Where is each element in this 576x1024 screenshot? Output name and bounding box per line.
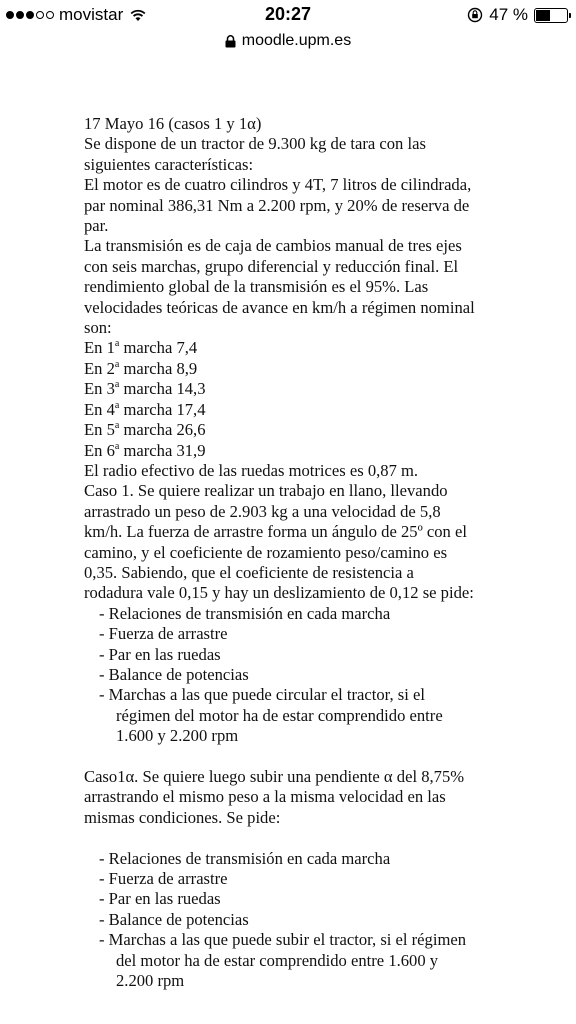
caso1-line: camino, y el coeficiente de rozamiento peso/camino es xyxy=(84,542,448,562)
list-item: - Relaciones de transmisión en cada marcha xyxy=(99,848,391,868)
intro-line: par. xyxy=(84,216,109,236)
list-item: - Marchas a las que puede subir el tractor, si el régimen xyxy=(99,930,467,950)
battery-icon xyxy=(534,8,568,23)
address-bar[interactable] xyxy=(0,30,576,52)
rotation-lock-icon xyxy=(467,7,483,23)
list-item: - Par en las ruedas xyxy=(99,644,221,664)
intro-line: Se dispone de un tractor de 9.300 kg de tara con las xyxy=(84,134,426,154)
intro-line: con seis marchas, grupo diferencial y reducción final. El xyxy=(84,256,459,276)
caso1-line: km/h. La fuerza de arrastre forma un ángulo de 25º con el xyxy=(84,522,467,542)
caso1a-line: arrastrando el mismo peso a la misma velocidad en las xyxy=(84,787,446,807)
gear-speed-line: En 2$^a$ marcha 8,9 xyxy=(84,358,198,378)
url-domain: moodle.upm.es xyxy=(241,32,352,49)
caso1-list xyxy=(84,604,564,747)
list-item: - Marchas a las que puede circular el tractor, si el xyxy=(99,685,425,705)
intro-line: velocidades teóricas de avance en km/h a régimen nominal xyxy=(84,297,475,317)
caso1-line: arrastrado un peso de 2.903 kg a una velocidad de 5,8 xyxy=(84,501,441,521)
carrier-name: movistar xyxy=(59,5,124,24)
list-item: - Fuerza de arrastre xyxy=(99,624,228,644)
gear-speed-line: En 1$^a$ marcha 7,4 xyxy=(84,338,198,358)
list-item: - Relaciones de transmisión en cada marcha xyxy=(99,603,391,623)
intro-block xyxy=(84,134,564,338)
gear-speed-line: En 3$^a$ marcha 14,3 xyxy=(84,379,206,399)
caso1a-line: Caso1α. Se quiere luego subir una pendiente α del 8,75% xyxy=(84,766,465,786)
battery-percent: 47 % xyxy=(489,5,528,24)
gear-list xyxy=(84,338,564,460)
document-body xyxy=(84,114,564,991)
list-item-continuation: 1.600 y 2.200 rpm xyxy=(116,726,239,746)
status-bar xyxy=(0,0,576,30)
list-item-continuation: 2.200 rpm xyxy=(116,971,185,991)
gear-speed-line: En 6$^a$ marcha 31,9 xyxy=(84,440,206,460)
document-header: 17 Mayo 16 (casos 1 y 1α) xyxy=(84,114,262,133)
caso1-line: Caso 1. Se quiere realizar un trabajo en llano, llevando xyxy=(84,481,448,501)
list-item-continuation: del motor ha de estar comprendido entre 1.600 y xyxy=(116,950,439,970)
caso1-line: 0,35. Sabiendo, que el coeficiente de resistencia a xyxy=(84,562,414,582)
padlock-icon xyxy=(225,35,236,48)
caso1a-list xyxy=(84,849,564,992)
caso1a-line: mismas condiciones. Se pide: xyxy=(84,807,281,827)
gear-speed-line: En 5$^a$ marcha 26,6 xyxy=(84,420,206,440)
list-item-continuation: régimen del motor ha de estar comprendido entre xyxy=(116,705,443,725)
intro-line: La transmisión es de caja de cambios manual de tres ejes xyxy=(84,236,462,256)
wheel-radius-line: El radio efectivo de las ruedas motrices es 0,87 m. xyxy=(84,460,419,480)
intro-line: El motor es de cuatro cilindros y 4T, 7 litros de cilindrada, xyxy=(84,175,472,195)
intro-line: par nominal 386,31 Nm a 2.200 rpm, y 20% de reserva de xyxy=(84,195,470,215)
status-right xyxy=(467,5,568,25)
intro-line: son: xyxy=(84,318,112,338)
list-item: - Balance de potencias xyxy=(99,664,249,684)
clock: 20:27 xyxy=(264,4,312,24)
intro-line: rendimiento global de la transmisión es el 95%. Las xyxy=(84,277,429,297)
caso1a-block xyxy=(84,767,564,828)
list-item: - Par en las ruedas xyxy=(99,889,221,909)
caso1-block xyxy=(84,481,564,603)
list-item: - Balance de potencias xyxy=(99,909,249,929)
list-item: - Fuerza de arrastre xyxy=(99,869,228,888)
caso1-line: rodadura vale 0,15 y hay un deslizamiento de 0,12 se pide: xyxy=(84,583,474,603)
intro-line: siguientes características: xyxy=(84,154,254,174)
gear-speed-line: En 4$^a$ marcha 17,4 xyxy=(84,399,206,419)
